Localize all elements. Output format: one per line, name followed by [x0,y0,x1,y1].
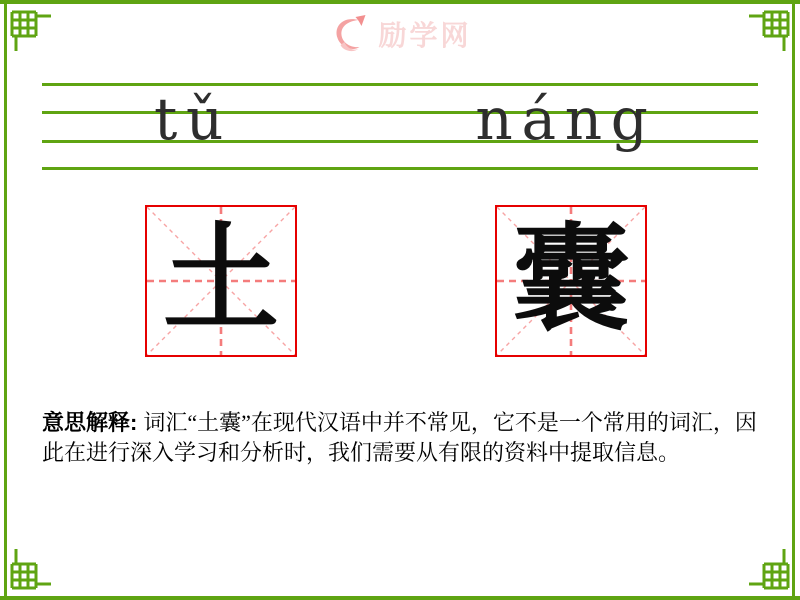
explanation-label: 意思解释: [42,410,138,435]
corner-knot-icon [749,5,795,51]
top-border-bar [0,0,800,4]
corner-knot-icon [5,549,51,595]
character-first: 土 [163,217,279,345]
right-border-line [792,4,795,596]
left-border-line [4,4,7,596]
character-box-first [145,205,297,357]
pinyin-grid-line [42,167,758,170]
explanation-body: 词汇“土囊”在现代汉语中并不常见，它不是一个常用的词汇，因此在进行深入学习和分析时，我们需要从有限的资料中提取信息。 [42,410,757,465]
pinyin-four-line-grid [42,83,758,169]
bottom-border-bar [0,596,800,600]
explanation-paragraph [42,408,760,468]
corner-knot-icon [749,549,795,595]
pinyin-second: náng [475,85,657,153]
logo-text: 励学网 [378,20,472,51]
pinyin-first: tǔ [153,85,233,153]
corner-knot-icon [5,5,51,51]
logo [328,12,471,56]
character-second: 囊 [513,217,629,345]
character-box-second [495,205,647,357]
logo-swirl-icon [328,12,372,56]
